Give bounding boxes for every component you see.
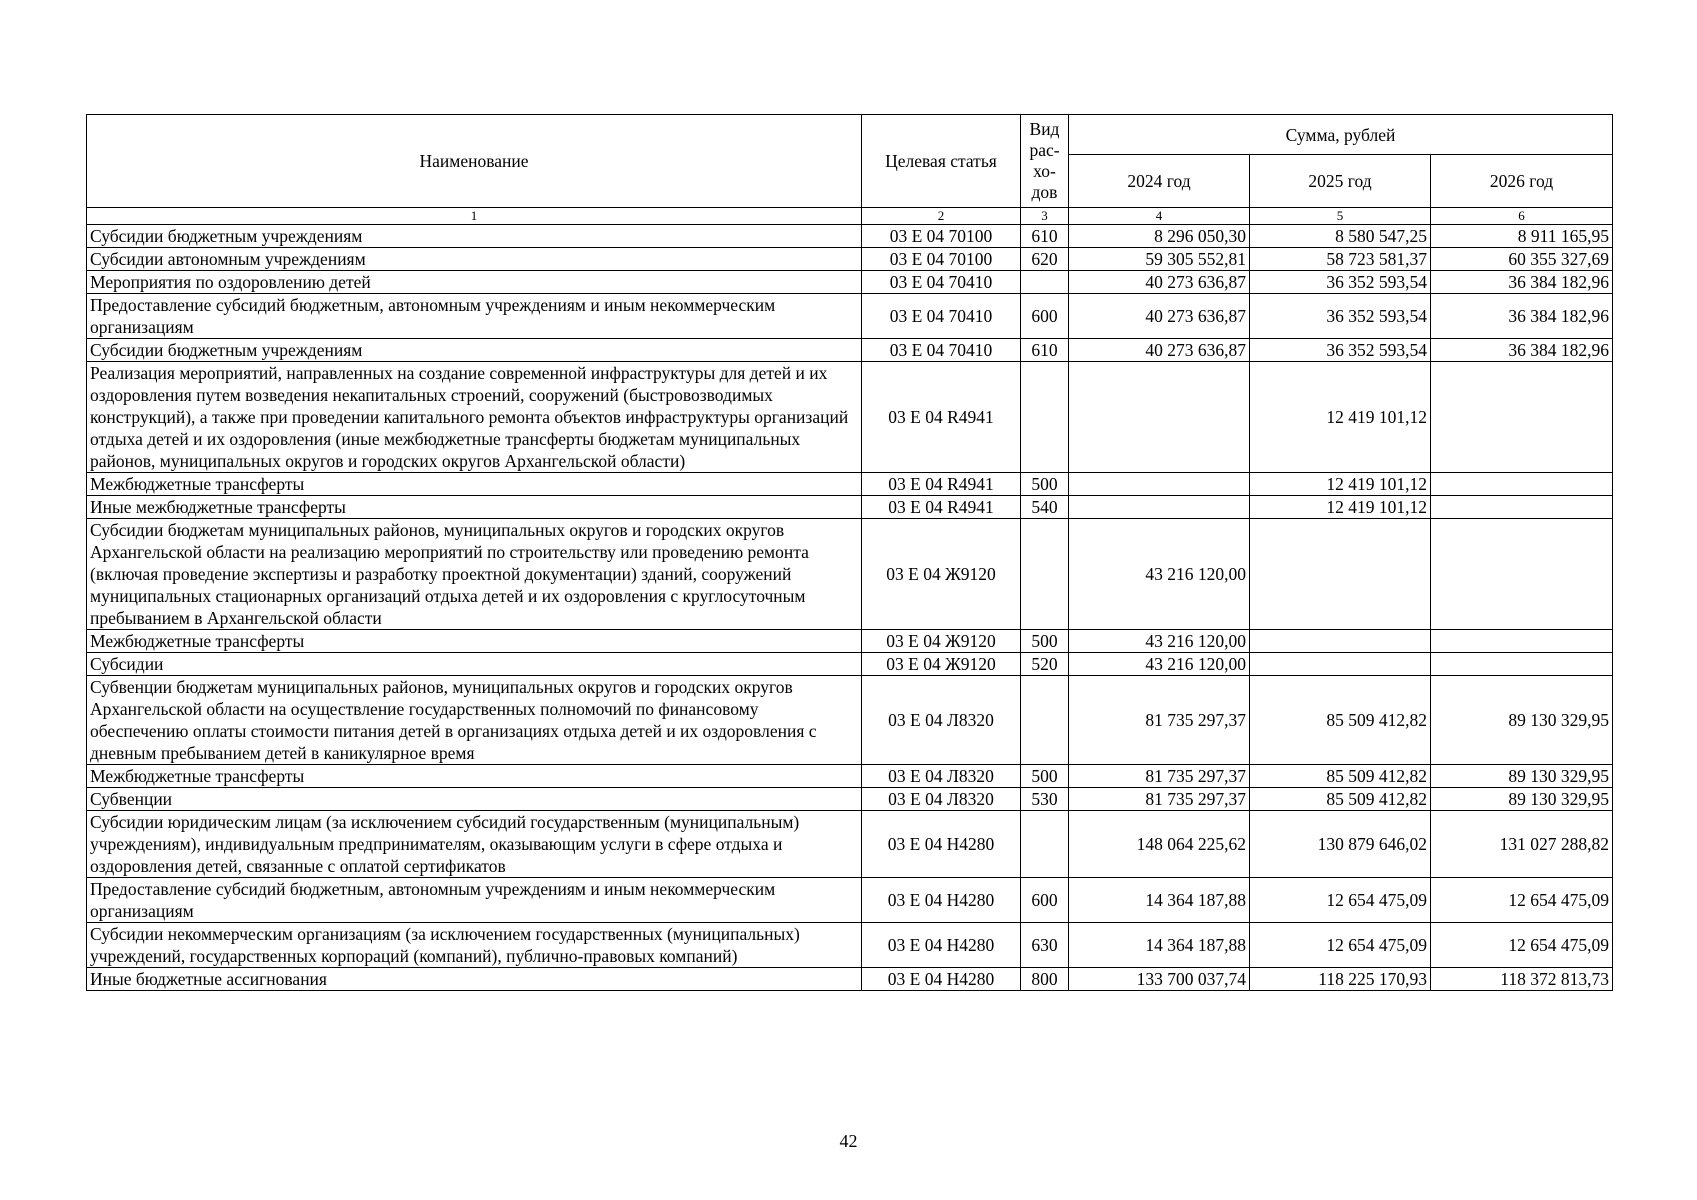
table-row [87,676,1613,765]
row-sum-2025: 130 879 646,02 [1250,811,1431,878]
row-sum-2024: 40 273 636,87 [1069,294,1250,339]
column-number: 1 [87,208,862,225]
table-row [87,630,1613,653]
row-sum-2024: 40 273 636,87 [1069,271,1250,294]
header-target-article: Целевая статья [862,115,1021,208]
row-sum-2026: 12 654 475,09 [1431,878,1613,923]
row-sum-2024: 81 735 297,37 [1069,788,1250,811]
header-year-2025: 2025 год [1250,155,1431,208]
row-sum-2024: 81 735 297,37 [1069,676,1250,765]
row-sum-2025: 12 654 475,09 [1250,878,1431,923]
row-target-article: 03 Е 04 Н4280 [862,923,1021,968]
row-name: Предоставление субсидий бюджетным, автономным учреждениям и иным некоммерческим организациям [87,878,862,923]
table-row [87,362,1613,473]
row-sum-2025: 36 352 593,54 [1250,271,1431,294]
row-name: Межбюджетные трансферты [87,630,862,653]
row-sum-2026: 89 130 329,95 [1431,676,1613,765]
row-target-article: 03 Е 04 70100 [862,225,1021,248]
row-target-article: 03 Е 04 Ж9120 [862,519,1021,630]
row-name: Субсидии некоммерческим организациям (за исключением государственных (муниципальных) учреждений, государственных корпораций (компаний), публично-правовых компаний) [87,923,862,968]
table-row [87,519,1613,630]
row-target-article: 03 Е 04 70410 [862,339,1021,362]
table-row [87,225,1613,248]
row-target-article: 03 Е 04 Л8320 [862,676,1021,765]
budget-table [86,114,1613,991]
row-target-article: 03 Е 04 Н4280 [862,968,1021,991]
row-target-article: 03 Е 04 Н4280 [862,878,1021,923]
row-expense-type: 520 [1021,653,1069,676]
row-expense-type: 500 [1021,473,1069,496]
row-expense-type [1021,519,1069,630]
table-row [87,788,1613,811]
row-sum-2026 [1431,653,1613,676]
table-body [87,225,1613,991]
column-number: 5 [1250,208,1431,225]
row-target-article: 03 Е 04 Л8320 [862,765,1021,788]
header-sum: Сумма, рублей [1069,115,1613,155]
row-expense-type [1021,362,1069,473]
row-sum-2026: 36 384 182,96 [1431,271,1613,294]
row-sum-2026 [1431,519,1613,630]
row-target-article: 03 Е 04 R4941 [862,473,1021,496]
row-name: Иные бюджетные ассигнования [87,968,862,991]
row-sum-2024: 8 296 050,30 [1069,225,1250,248]
row-expense-type [1021,811,1069,878]
row-sum-2024: 59 305 552,81 [1069,248,1250,271]
row-sum-2024: 148 064 225,62 [1069,811,1250,878]
row-sum-2025: 36 352 593,54 [1250,339,1431,362]
row-expense-type: 500 [1021,630,1069,653]
row-name: Субвенции бюджетам муниципальных районов, муниципальных округов и городских округов Архангельской области на осуществление государственных полномочий по финансовому обеспечению оплаты стоимости питания детей в организациях отдыха детей и их оздоровления с дневным пребыванием детей в каникулярное время [87,676,862,765]
row-sum-2026: 12 654 475,09 [1431,923,1613,968]
row-name: Иные межбюджетные трансферты [87,496,862,519]
row-target-article: 03 Е 04 R4941 [862,362,1021,473]
page-number: 42 [839,1131,858,1151]
row-expense-type [1021,271,1069,294]
column-number: 4 [1069,208,1250,225]
row-sum-2026: 36 384 182,96 [1431,294,1613,339]
column-number: 2 [862,208,1021,225]
row-sum-2024 [1069,496,1250,519]
row-sum-2025: 12 419 101,12 [1250,362,1431,473]
row-sum-2025: 85 509 412,82 [1250,676,1431,765]
table-row [87,968,1613,991]
row-target-article: 03 Е 04 Ж9120 [862,653,1021,676]
row-sum-2026 [1431,473,1613,496]
row-sum-2024: 81 735 297,37 [1069,765,1250,788]
row-sum-2025: 85 509 412,82 [1250,788,1431,811]
row-target-article: 03 Е 04 Л8320 [862,788,1021,811]
row-sum-2024: 43 216 120,00 [1069,519,1250,630]
row-sum-2026: 36 384 182,96 [1431,339,1613,362]
row-sum-2024: 14 364 187,88 [1069,923,1250,968]
row-sum-2026: 60 355 327,69 [1431,248,1613,271]
row-name: Субсидии юридическим лицам (за исключением субсидий государственным (муниципальным) учреждениям), индивидуальным предпринимателям, оказывающим услуги в сфере отдыха и оздоровления детей, связанные с оплатой сертификатов [87,811,862,878]
row-sum-2025: 12 654 475,09 [1250,923,1431,968]
column-number: 3 [1021,208,1069,225]
row-name: Мероприятия по оздоровлению детей [87,271,862,294]
row-target-article: 03 Е 04 R4941 [862,496,1021,519]
table-row [87,339,1613,362]
table-row [87,496,1613,519]
row-expense-type: 620 [1021,248,1069,271]
row-sum-2025: 12 419 101,12 [1250,473,1431,496]
row-sum-2024: 43 216 120,00 [1069,653,1250,676]
row-target-article: 03 Е 04 70410 [862,294,1021,339]
row-name: Реализация мероприятий, направленных на создание современной инфраструктуры для детей и их оздоровления путем возведения некапитальных строений, сооружений (быстровозводимых конструкций), а также при проведении капитального ремонта объектов инфраструктуры организаций отдыха детей и их оздоровления (иные межбюджетные трансферты бюджетам муниципальных районов, муниципальных округов и городских округов Архангельской области) [87,362,862,473]
row-sum-2024 [1069,473,1250,496]
table-row [87,765,1613,788]
row-name: Субсидии бюджетным учреждениям [87,225,862,248]
header-name: Наименование [87,115,862,208]
row-sum-2024: 14 364 187,88 [1069,878,1250,923]
row-sum-2024 [1069,362,1250,473]
row-sum-2024: 43 216 120,00 [1069,630,1250,653]
table-row [87,923,1613,968]
row-name: Субвенции [87,788,862,811]
row-sum-2026: 118 372 813,73 [1431,968,1613,991]
row-expense-type: 600 [1021,294,1069,339]
row-sum-2025: 36 352 593,54 [1250,294,1431,339]
header-expense-type: Вид рас- хо- дов [1021,115,1069,208]
row-expense-type: 610 [1021,339,1069,362]
row-target-article: 03 Е 04 70100 [862,248,1021,271]
row-expense-type: 610 [1021,225,1069,248]
row-expense-type: 800 [1021,968,1069,991]
row-sum-2026 [1431,496,1613,519]
row-sum-2024: 133 700 037,74 [1069,968,1250,991]
table-row [87,473,1613,496]
row-name: Субсидии автономным учреждениям [87,248,862,271]
row-expense-type: 500 [1021,765,1069,788]
row-expense-type: 630 [1021,923,1069,968]
header-year-2026: 2026 год [1431,155,1613,208]
row-sum-2025: 12 419 101,12 [1250,496,1431,519]
row-sum-2025 [1250,630,1431,653]
table-row [87,248,1613,271]
row-sum-2026: 8 911 165,95 [1431,225,1613,248]
row-name: Субсидии [87,653,862,676]
row-name: Субсидии бюджетам муниципальных районов, муниципальных округов и городских округов Архангельской области на реализацию мероприятий по строительству или проведению ремонта (включая проведение экспертизы и разработку проектной документации) зданий, сооружений муниципальных стационарных организаций отдыха детей и их оздоровления с круглосуточным пребыванием в Архангельской области [87,519,862,630]
row-expense-type: 530 [1021,788,1069,811]
table-row [87,811,1613,878]
row-sum-2026: 89 130 329,95 [1431,788,1613,811]
row-name: Межбюджетные трансферты [87,473,862,496]
row-expense-type: 600 [1021,878,1069,923]
row-name: Межбюджетные трансферты [87,765,862,788]
row-sum-2026 [1431,630,1613,653]
budget-table-sheet [86,114,1612,991]
row-target-article: 03 Е 04 Н4280 [862,811,1021,878]
table-header [87,115,1613,225]
row-sum-2025: 8 580 547,25 [1250,225,1431,248]
row-sum-2026: 131 027 288,82 [1431,811,1613,878]
row-sum-2026 [1431,362,1613,473]
row-sum-2025: 118 225 170,93 [1250,968,1431,991]
row-sum-2025: 58 723 581,37 [1250,248,1431,271]
table-row [87,271,1613,294]
row-name: Субсидии бюджетным учреждениям [87,339,862,362]
row-expense-type: 540 [1021,496,1069,519]
row-sum-2025: 85 509 412,82 [1250,765,1431,788]
row-name: Предоставление субсидий бюджетным, автономным учреждениям и иным некоммерческим организациям [87,294,862,339]
column-number: 6 [1431,208,1613,225]
row-sum-2025 [1250,519,1431,630]
row-target-article: 03 Е 04 Ж9120 [862,630,1021,653]
row-target-article: 03 Е 04 70410 [862,271,1021,294]
row-expense-type [1021,676,1069,765]
row-sum-2026: 89 130 329,95 [1431,765,1613,788]
column-number-row [87,208,1613,225]
table-row [87,294,1613,339]
table-row [87,878,1613,923]
header-year-2024: 2024 год [1069,155,1250,208]
row-sum-2024: 40 273 636,87 [1069,339,1250,362]
row-sum-2025 [1250,653,1431,676]
table-row [87,653,1613,676]
